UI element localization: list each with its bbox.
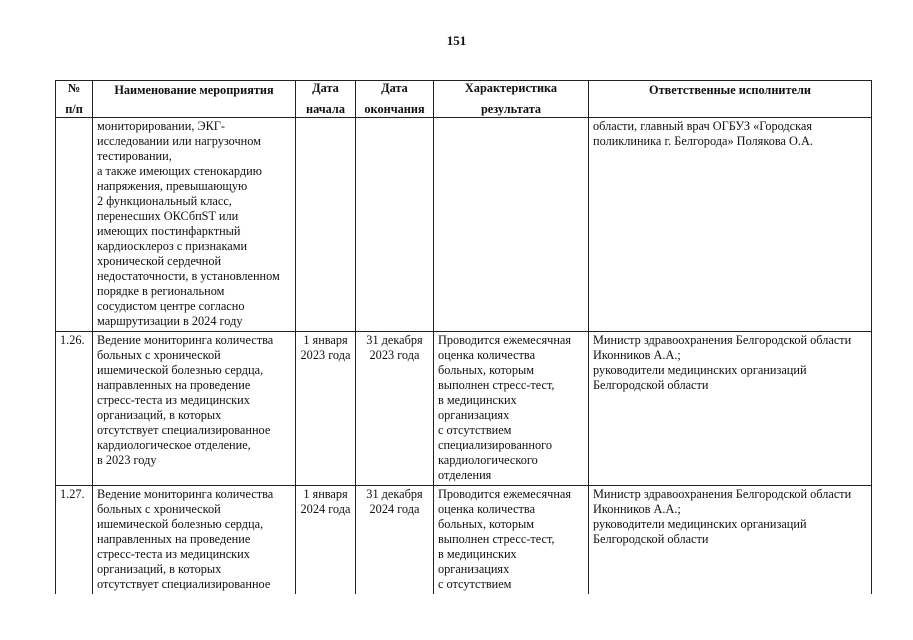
text-line: ишемической болезнью сердца, [97,517,264,531]
cell-start-date [296,486,356,595]
text-line: выполнен стресс-тест, [438,532,555,546]
cell-start-date [296,118,356,332]
text-line: ишемической болезнью сердца, [97,363,264,377]
text-line: организациях [438,562,510,576]
text-line: Белгородской области [593,378,709,392]
text-line: 2024 года [300,502,351,516]
cell-name [93,486,296,595]
text-line: Проводится ежемесячная [438,487,572,501]
cell-result [434,486,589,595]
cell-name [93,118,296,332]
text-line: Иконников А.А.; [593,502,681,516]
text-line: отделения [438,468,492,482]
text-line: мониторировании, ЭКГ- [97,119,225,133]
text-line: Ведение мониторинга количества [97,487,274,501]
text-line: больных, которым [438,363,535,377]
cell-num [56,118,93,332]
text-line: имеющих постинфарктный [97,224,241,238]
text-line: 31 декабря [366,487,423,501]
table-row [56,332,872,486]
table-row [56,118,872,332]
cell-end-date [356,118,434,332]
text-line: исследовании или нагрузочном [97,134,261,148]
text-line: кардиологического [438,453,538,467]
text-line: перенесших ОКСбпST или [97,209,239,223]
text-line: в медицинских [438,547,517,561]
text-line: поликлиника г. Белгорода» Полякова О.А. [593,134,813,148]
text-line: кардиосклероз с признаками [97,239,248,253]
header-num: № п/п [56,81,93,118]
header-result: Характеристика результата [434,81,589,118]
cell-end-date [356,486,434,595]
text-line: 2024 года [369,502,420,516]
text-line: стресс-теста из медицинских [97,393,250,407]
text-line: отсутствует специализированное [97,577,271,591]
cell-num: 1.27. [56,486,93,595]
text-line: выполнен стресс-тест, [438,378,555,392]
text-line: Министр здравоохранения Белгородской области [593,333,852,347]
text-line: направленных на проведение [97,532,251,546]
header-start: Дата начала [296,81,356,118]
text-line: оценка количества [438,348,536,362]
text-line: оценка количества [438,502,536,516]
text-line: стресс-теста из медицинских [97,547,250,561]
table-header-row [56,81,872,118]
text-line: 1 января [303,487,348,501]
header-end: Дата окончания [356,81,434,118]
text-line: Проводится ежемесячная [438,333,572,347]
page-number: 151 [446,33,467,48]
text-line: Белгородской области [593,532,709,546]
text-line: в 2023 году [97,453,157,467]
cell-responsible [589,486,872,595]
table-row [56,486,872,595]
text-line: в медицинских [438,393,517,407]
text-line: Иконников А.А.; [593,348,681,362]
events-table [55,80,872,594]
header-name: Наименование мероприятия [93,81,296,118]
text-line: а также имеющих стенокардию [97,164,262,178]
text-line: кардиологическое отделение, [97,438,251,452]
text-line: с отсутствием [438,423,512,437]
text-line: маршрутизации в 2024 году [97,314,243,328]
cell-num: 1.26. [56,332,93,486]
text-line: организациях [438,408,510,422]
text-line: 2023 года [369,348,420,362]
cell-result [434,332,589,486]
header-responsible: Ответственные исполнители [589,81,872,118]
text-line: руководители медицинских организаций [593,517,807,531]
text-line: напряжения, превышающую [97,179,248,193]
text-line: организаций, в которых [97,408,222,422]
text-line: с отсутствием [438,577,512,591]
cell-responsible [589,118,872,332]
text-line: 31 декабря [366,333,423,347]
text-line: больных с хронической [97,502,221,516]
cell-responsible [589,332,872,486]
cell-result [434,118,589,332]
text-line: области, главный врач ОГБУЗ «Городская [593,119,813,133]
cell-end-date [356,332,434,486]
text-line: недостаточности, в установленном [97,269,280,283]
cell-name [93,332,296,486]
text-line: Ведение мониторинга количества [97,333,274,347]
text-line: руководители медицинских организаций [593,363,807,377]
text-line: специализированного [438,438,552,452]
text-line: Министр здравоохранения Белгородской области [593,487,852,501]
cell-start-date [296,332,356,486]
text-line: хронической сердечной [97,254,222,268]
text-line: 2023 года [300,348,351,362]
text-line: отсутствует специализированное [97,423,271,437]
text-line: 2 функциональный класс, [97,194,232,208]
text-line: организаций, в которых [97,562,222,576]
text-line: больных с хронической [97,348,221,362]
text-line: порядке в региональном [97,284,225,298]
text-line: больных, которым [438,517,535,531]
text-line: 1 января [303,333,348,347]
text-line: направленных на проведение [97,378,251,392]
text-line: сосудистом центре согласно [97,299,245,313]
text-line: тестировании, [97,149,172,163]
